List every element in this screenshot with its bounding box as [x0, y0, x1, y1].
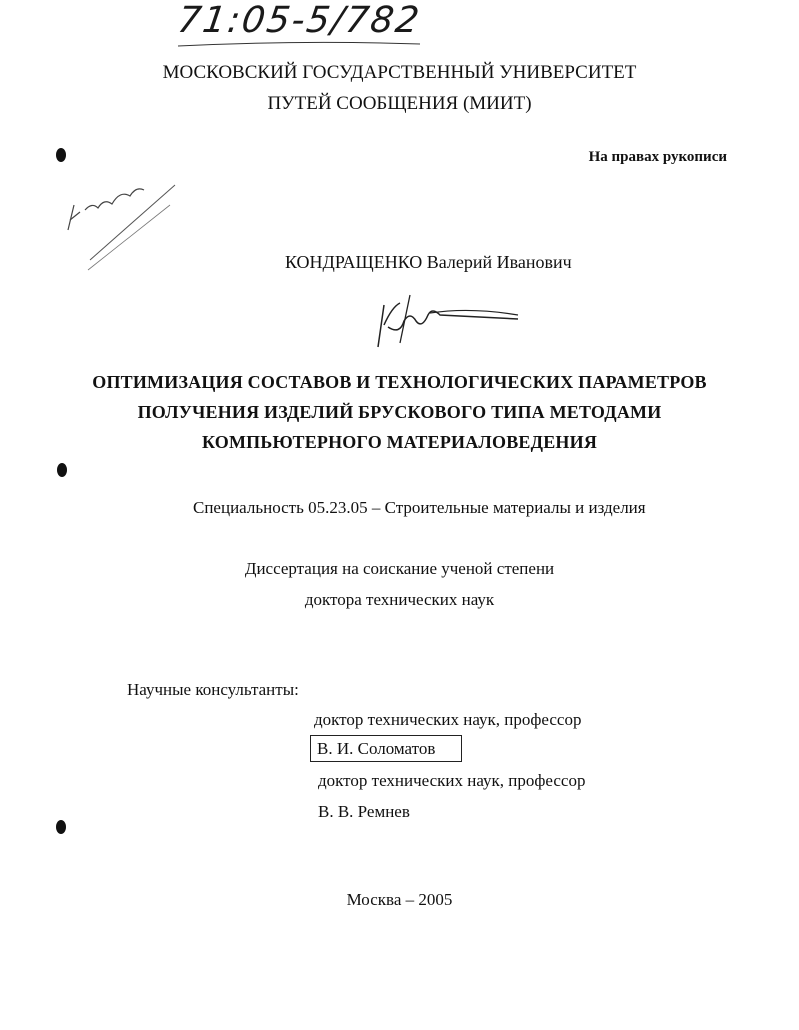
title-line-3: КОМПЬЮТЕРНОГО МАТЕРИАЛОВЕДЕНИЯ: [201, 432, 598, 452]
dissertation-line-2: доктора технических наук: [304, 590, 495, 609]
punch-hole-middle: [57, 463, 67, 477]
university-line-1: МОСКОВСКИЙ ГОСУДАРСТВЕННЫЙ УНИВЕРСИТЕТ: [162, 62, 637, 83]
title-line-1: ОПТИМИЗАЦИЯ СОСТАВОВ И ТЕХНОЛОГИЧЕСКИХ ПАРАМЕТРОВ: [92, 372, 707, 392]
author-name: КОНДРАЩЕНКО Валерий Иванович: [285, 252, 572, 272]
archive-underline: [0, 0, 799, 60]
consultant-1-title: доктор технических наук, профессор: [314, 710, 582, 729]
archive-number: 71:05-5/782: [175, 0, 424, 41]
university-line-2: ПУТЕЙ СООБЩЕНИЯ (МИИТ): [267, 93, 532, 114]
consultant-1-name: В. И. Соломатов: [310, 735, 462, 762]
margin-handwritten-note: [60, 150, 260, 310]
punch-hole-bottom: [56, 820, 66, 834]
specialty: Специальность 05.23.05 – Строительные материалы и изделия: [193, 498, 646, 517]
consultant-2-title: доктор технических наук, профессор: [318, 771, 586, 790]
author-signature: [370, 285, 550, 355]
rights-notice: На правах рукописи: [588, 149, 727, 165]
dissertation-line-1: Диссертация на соискание ученой степени: [244, 559, 555, 578]
consultant-2-name: В. В. Ремнев: [318, 802, 410, 821]
city-year: Москва – 2005: [346, 890, 453, 909]
title-line-2: ПОЛУЧЕНИЯ ИЗДЕЛИЙ БРУСКОВОГО ТИПА МЕТОДАМИ: [137, 402, 662, 422]
consultants-label: Научные консультанты:: [127, 680, 299, 699]
